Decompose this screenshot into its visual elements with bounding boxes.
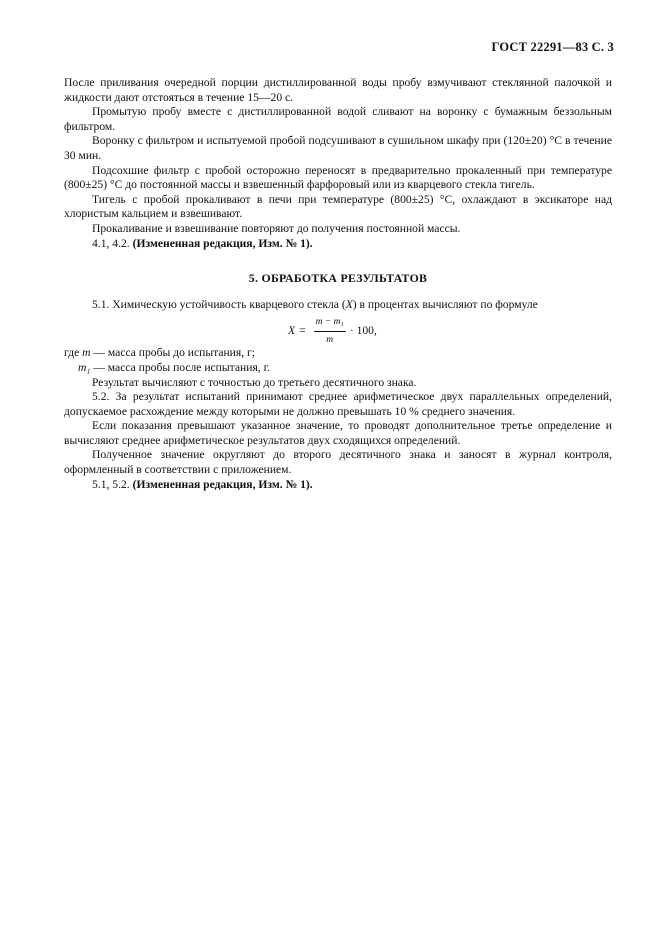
formula-lhs: X [288,324,296,338]
where-m1-text: — масса пробы после испытания, г. [93,360,270,374]
where-m-text: — масса пробы до испытания, г; [93,346,255,360]
formula-tail: · 100, [349,324,377,338]
paragraph-repeat: Прокаливание и взвешивание повторяют до получения постоянной массы. [92,221,461,235]
paragraph-round: Полученное значение округляют до второго десятичного знака и заносят в журнал контроля, оформленный в соответствии с приложением. [64,448,612,477]
paragraph-exceed: Если показания превышают указанное значение, то проводят дополнительное третье определение и вычисляют среднее арифметическое результатов двух сходящихся определений. [64,419,612,447]
formula-numerator: m − m₁ [314,315,346,332]
symbol-m1: m₁ [78,360,91,374]
formula-fraction [314,315,346,347]
paragraph-precision: Результат вычисляют с точностью до третьего десятичного знака. [92,375,417,389]
where-m1 [64,361,612,376]
formula-denominator: m [326,334,334,345]
amendment-text-2: (Измененная редакция, Изм. № 1). [132,477,313,491]
paragraph-crucible: Подсохшие фильтр с пробой осторожно переносят в предварительно прокаленный при температуре (800±25) °С до постоянной массы и взвешенный фарфоровый или из кварцевого стекла тигель. [64,163,612,192]
paragraph-filter: Промытую пробу вместе с дистиллированной водой сливают на воронку с бумажным беззольным фильтром. [64,105,612,133]
paragraph-rinse: После приливания очередной порции дистиллированной воды пробу взмучивают стеклянной палочкой и жидкости дают отстояться в течение 15—20 с. [64,76,612,104]
formula-block [64,315,612,343]
amendment-note-4 [64,237,612,252]
paragraph-calcine: Тигель с пробой прокаливают в печи при температуре (800±25) °С, охлаждают в эксикаторе над хлористым кальцием и взвешивают. [64,192,612,221]
paragraph-5-1 [64,298,612,313]
document-body [64,76,612,492]
section-heading: 5. ОБРАБОТКА РЕЗУЛЬТАТОВ [248,271,428,286]
formula-equals: = [299,324,306,338]
amendment-note-5 [64,478,612,493]
p51-text-a: 5.1. Химическую устойчивость кварцевого стекла ( [92,297,346,311]
where-m [64,346,612,361]
paragraph-5-2: 5.2. За результат испытаний принимают среднее арифметическое двух параллельных определений, допускаемое расхождение между которыми не должно превышать 10 % среднего значения. [64,390,612,418]
formula [288,315,377,347]
amendment-text: (Измененная редакция, Изм. № 1). [132,236,313,250]
where-prefix: где [64,346,80,360]
paragraph-dry: Воронку с фильтром и испытуемой пробой подсушивают в сушильном шкафу при (120±20) °С в течение 30 мин. [64,134,612,162]
amendment-ref: 4.1, 4.2. [92,236,130,250]
page-header: ГОСТ 22291—83 С. 3 [491,40,614,54]
p51-variable: X [345,297,353,311]
p51-text-b: ) в процентах вычисляют по формуле [352,297,538,311]
symbol-m: m [82,346,91,360]
amendment-ref-2: 5.1, 5.2. [92,477,130,491]
